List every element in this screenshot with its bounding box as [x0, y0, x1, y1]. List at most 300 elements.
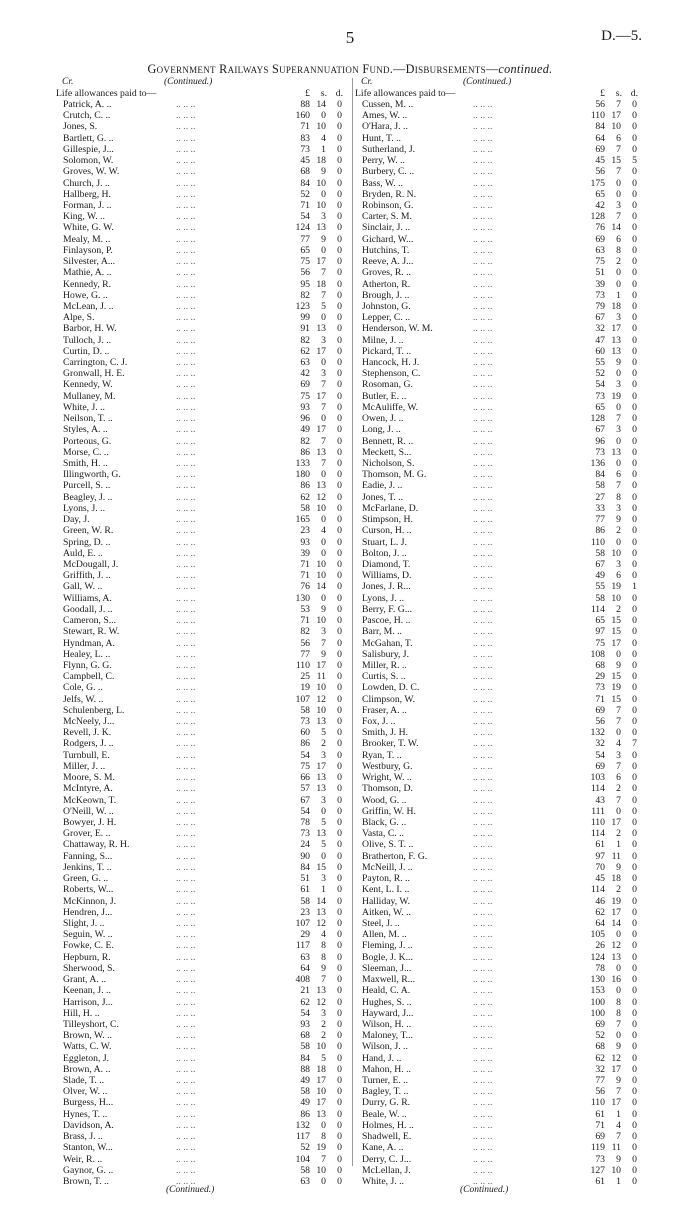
pence-value: 0 — [632, 1142, 637, 1154]
pence-value: 0 — [337, 267, 342, 279]
dot-leader: .. .. .. — [176, 996, 196, 1008]
pounds-value: 54 — [300, 1007, 310, 1019]
pensioner-name: McFarlane, D. — [362, 502, 419, 514]
table-row — [56, 907, 350, 918]
pensioner-name: Crutch, C. .. — [63, 110, 111, 122]
table-row — [56, 716, 350, 727]
pensioner-name: Hynes, T. .. — [63, 1108, 108, 1120]
pence-value: 0 — [632, 592, 637, 604]
shillings-value: 2 — [616, 783, 621, 795]
pounds-value: 114 — [590, 884, 605, 896]
pensioner-name: Shadwell, E. — [362, 1131, 412, 1143]
shillings-value: 7 — [321, 379, 326, 391]
dot-leader: .. .. .. — [176, 143, 196, 155]
pounds-value: 75 — [300, 760, 310, 772]
table-row — [56, 974, 350, 985]
dot-leader: .. .. .. — [473, 682, 493, 694]
pounds-value: 77 — [595, 514, 605, 526]
pensioner-name: Flynn, G. G. — [63, 659, 112, 671]
pounds-value: 63 — [300, 951, 310, 963]
pounds-value: 42 — [595, 199, 605, 211]
pensioner-name: Green, G. .. — [63, 873, 109, 885]
dot-leader: .. .. .. — [473, 581, 493, 593]
pounds-value: 58 — [300, 1164, 310, 1176]
pence-value: 0 — [337, 805, 342, 817]
pence-value: 0 — [337, 110, 342, 122]
dot-leader: .. .. .. — [176, 334, 196, 346]
table-row — [56, 222, 350, 233]
pence-value: 0 — [632, 974, 637, 986]
table-row — [355, 312, 647, 323]
pence-value: 0 — [632, 716, 637, 728]
dot-leader: .. .. .. — [176, 368, 196, 380]
pensioner-name: Stephenson, C. — [362, 368, 421, 380]
pensioner-name: Mathie, A. .. — [63, 267, 112, 279]
pensioner-name: Aitken, W. .. — [362, 906, 411, 918]
dot-leader: .. .. .. — [473, 267, 493, 279]
pounds-value: 68 — [300, 166, 310, 178]
pensioner-name: Sinclair, J. .. — [362, 222, 411, 234]
shillings-value: 3 — [616, 199, 621, 211]
table-row — [355, 1109, 647, 1120]
pensioner-name: Berry, F. G... — [362, 603, 412, 615]
pounds-value: 114 — [590, 783, 605, 795]
pensioner-name: Brown, A. .. — [63, 1063, 111, 1075]
table-row — [56, 368, 350, 379]
dot-leader: .. .. .. — [176, 648, 196, 660]
shillings-value: 11 — [316, 671, 326, 683]
pensioner-name: Brown, T. .. — [63, 1176, 109, 1187]
table-row — [56, 1086, 350, 1097]
shillings-value: 18 — [316, 278, 326, 290]
pence-value: 0 — [337, 166, 342, 178]
pounds-value: 78 — [595, 962, 605, 974]
shillings-value: 0 — [616, 401, 621, 413]
table-row — [56, 1154, 350, 1165]
pensioner-name: Miller, R. .. — [362, 659, 407, 671]
table-row — [355, 279, 647, 290]
dot-leader: .. .. .. — [473, 480, 493, 492]
pensioner-name: Westbury, G. — [362, 760, 413, 772]
pensioner-name: Eadie, J. .. — [362, 480, 403, 492]
pence-value: 0 — [632, 671, 637, 683]
pounds-value: 58 — [595, 547, 605, 559]
pounds-value: 86 — [595, 525, 605, 537]
pence-value: 0 — [632, 1075, 637, 1087]
pence-value: 0 — [337, 985, 342, 997]
dot-leader: .. .. .. — [473, 514, 493, 526]
shillings-value: 4 — [321, 132, 326, 144]
pounds-value: 29 — [595, 671, 605, 683]
pence-value: 0 — [337, 536, 342, 548]
table-row — [56, 615, 350, 626]
table-row — [56, 256, 350, 267]
pounds-value: 26 — [595, 940, 605, 952]
table-row — [355, 436, 647, 447]
shillings-value: 0 — [321, 188, 326, 200]
shillings-value: 0 — [616, 188, 621, 200]
shillings-value: 9 — [321, 648, 326, 660]
dot-leader: .. .. .. — [176, 1007, 196, 1019]
pounds-value: 45 — [595, 155, 605, 167]
shillings-value: 9 — [616, 1075, 621, 1087]
pensioner-name: Sleeman, J... — [362, 962, 412, 974]
table-row — [355, 469, 647, 480]
pounds-value: 51 — [595, 267, 605, 279]
table-row — [355, 245, 647, 256]
pence-unit: d. — [630, 88, 638, 99]
pence-value: 0 — [337, 570, 342, 582]
dot-leader: .. .. .. — [473, 199, 493, 211]
pence-value: 0 — [632, 884, 637, 896]
shillings-value: 12 — [316, 693, 326, 705]
pounds-value: 73 — [300, 143, 310, 155]
pence-value: 0 — [337, 783, 342, 795]
dot-leader: .. .. .. — [176, 110, 196, 122]
dot-leader: .. .. .. — [176, 929, 196, 941]
shillings-value: 9 — [616, 514, 621, 526]
shillings-value: 7 — [321, 974, 326, 986]
table-row — [355, 379, 647, 390]
table-row — [56, 1097, 350, 1108]
table-row — [56, 424, 350, 435]
shillings-value: 0 — [321, 357, 326, 369]
pensioner-name: Hepburn, R. — [63, 951, 111, 963]
table-row — [56, 413, 350, 424]
table-row — [355, 1165, 647, 1176]
table-row — [355, 806, 647, 817]
pence-value: 0 — [337, 637, 342, 649]
pensioner-name: Jones, T. .. — [362, 491, 404, 503]
dot-leader: .. .. .. — [176, 256, 196, 268]
pence-value: 0 — [632, 940, 637, 952]
pence-value: 0 — [337, 581, 342, 593]
shillings-value: 12 — [316, 491, 326, 503]
dot-leader: .. .. .. — [176, 603, 196, 615]
table-row — [355, 121, 647, 132]
pensioner-name: Stimpson, H. — [362, 514, 413, 526]
shillings-value: 0 — [321, 469, 326, 481]
pensioner-name: Gall, W. .. — [63, 581, 103, 593]
dot-leader: .. .. .. — [473, 917, 493, 929]
shillings-value: 5 — [321, 1052, 326, 1064]
column-divider — [352, 78, 353, 1166]
pounds-value: 71 — [595, 693, 605, 705]
table-row — [56, 626, 350, 637]
pensioner-name: Weir, R. .. — [63, 1153, 103, 1165]
dot-leader: .. .. .. — [473, 1153, 493, 1165]
dot-leader: .. .. .. — [176, 312, 196, 324]
table-row — [355, 581, 647, 592]
pence-value: 0 — [337, 1142, 342, 1154]
pensioner-name: Hayward, J... — [362, 1007, 414, 1019]
shillings-value: 2 — [616, 884, 621, 896]
title-main: Government Railways Superannuation Fund.—Disbursements— — [147, 62, 499, 76]
shillings-value: 7 — [616, 99, 621, 110]
pensioner-name: McGahan, T. — [362, 637, 413, 649]
pence-value: 0 — [337, 861, 342, 873]
pensioner-name: Mahon, H. .. — [362, 1063, 411, 1075]
dot-leader: .. .. .. — [176, 828, 196, 840]
pounds-value: 69 — [595, 704, 605, 716]
pensioner-name: Derry, C. J... — [362, 1153, 412, 1165]
table-row — [56, 997, 350, 1008]
shillings-value: 8 — [321, 940, 326, 952]
shillings-value: 7 — [616, 211, 621, 223]
pensioner-name: Griffith, J. .. — [63, 570, 111, 582]
pounds-value: 52 — [300, 188, 310, 200]
dot-leader: .. .. .. — [473, 458, 493, 469]
pounds-value: 69 — [595, 143, 605, 155]
shillings-value: 10 — [316, 177, 326, 189]
shillings-value: 0 — [321, 244, 326, 256]
pensioner-name: Steel, J. .. — [362, 917, 400, 929]
dot-leader: .. .. .. — [473, 446, 493, 458]
pounds-value: 153 — [590, 985, 605, 997]
dot-leader: .. .. .. — [473, 1176, 493, 1187]
pensioner-name: Heald, C. A. — [362, 985, 411, 997]
pounds-value: 56 — [300, 637, 310, 649]
pence-value: 0 — [337, 1063, 342, 1075]
pence-value: 0 — [632, 1131, 637, 1143]
shillings-value: 0 — [321, 110, 326, 122]
pence-value: 0 — [337, 749, 342, 761]
table-row — [56, 166, 350, 177]
life-allowances-label: Life allowances paid to— — [355, 88, 456, 99]
pounds-value: 68 — [300, 1030, 310, 1042]
dot-leader: .. .. .. — [473, 435, 493, 447]
table-row — [56, 694, 350, 705]
pensioner-name: Davidson, A. — [63, 1119, 114, 1131]
table-row — [56, 267, 350, 278]
pensioner-name: Barbor, H. W. — [63, 323, 117, 335]
dot-leader: .. .. .. — [473, 873, 493, 885]
table-row — [56, 896, 350, 907]
table-row — [56, 817, 350, 828]
dot-leader: .. .. .. — [473, 1142, 493, 1154]
dot-leader: .. .. .. — [473, 536, 493, 548]
dot-leader: .. .. .. — [176, 1018, 196, 1030]
shillings-value: 17 — [611, 323, 621, 335]
pounds-value: 63 — [595, 244, 605, 256]
table-row — [355, 480, 647, 491]
pensioner-name: Cussen, M. .. — [362, 99, 414, 110]
pounds-value: 42 — [300, 368, 310, 380]
pence-value: 0 — [632, 603, 637, 615]
shillings-value: 13 — [316, 985, 326, 997]
table-row — [355, 604, 647, 615]
dot-leader: .. .. .. — [473, 906, 493, 918]
pensioner-name: O'Hara, J. .. — [362, 121, 408, 133]
dot-leader: .. .. .. — [176, 772, 196, 784]
pensioner-name: Griffin, W. H. — [362, 805, 416, 817]
pensioner-name: Porteous, G. — [63, 435, 112, 447]
pence-value: 0 — [632, 99, 637, 110]
dot-leader: .. .. .. — [473, 985, 493, 997]
shillings-value: 17 — [611, 1063, 621, 1075]
table-row — [355, 548, 647, 559]
pensioner-name: Stanton, W... — [63, 1142, 113, 1154]
pence-value: 0 — [337, 828, 342, 840]
dot-leader: .. .. .. — [176, 592, 196, 604]
pensioner-name: Beagley, J. .. — [63, 491, 113, 503]
shillings-value: 10 — [316, 121, 326, 133]
shillings-value: 7 — [616, 794, 621, 806]
dot-leader: .. .. .. — [473, 424, 493, 436]
table-row — [355, 896, 647, 907]
pence-value: 0 — [337, 199, 342, 211]
pounds-value: 84 — [595, 121, 605, 133]
dot-leader: .. .. .. — [473, 951, 493, 963]
shillings-value: 2 — [616, 828, 621, 840]
table-row — [355, 1041, 647, 1052]
pounds-value: 82 — [300, 626, 310, 638]
shillings-value: 6 — [616, 772, 621, 784]
shillings-value: 17 — [611, 637, 621, 649]
pounds-value: 67 — [595, 312, 605, 324]
shillings-value: 0 — [616, 929, 621, 941]
left-allowance-list — [56, 99, 350, 1187]
table-row — [355, 447, 647, 458]
pounds-value: 100 — [590, 1007, 605, 1019]
pounds-value: 64 — [300, 962, 310, 974]
dot-leader: .. .. .. — [176, 278, 196, 290]
dot-leader: .. .. .. — [473, 502, 493, 514]
table-row — [56, 1109, 350, 1120]
pounds-value: 71 — [595, 1119, 605, 1131]
pounds-value: 119 — [590, 1142, 605, 1154]
cr-label: Cr. — [361, 77, 373, 87]
pence-value: 0 — [632, 424, 637, 436]
table-row — [56, 469, 350, 480]
table-row — [56, 862, 350, 873]
dot-leader: .. .. .. — [176, 211, 196, 223]
pence-value: 0 — [337, 659, 342, 671]
dot-leader: .. .. .. — [473, 233, 493, 245]
pounds-value: 96 — [300, 413, 310, 425]
pensioner-name: Hendren, J... — [63, 906, 113, 918]
pensioner-name: Morse, C. .. — [63, 446, 109, 458]
dot-leader: .. .. .. — [473, 334, 493, 346]
pence-value: 0 — [337, 772, 342, 784]
pounds-value: 58 — [300, 1086, 310, 1098]
dot-leader: .. .. .. — [473, 996, 493, 1008]
pensioner-name: Jones, J. R... — [362, 581, 411, 593]
shillings-value: 7 — [616, 1131, 621, 1143]
table-row — [56, 514, 350, 525]
pounds-value: 110 — [295, 659, 310, 671]
pensioner-name: Bolton, J. .. — [362, 547, 407, 559]
pence-value: 0 — [632, 1041, 637, 1053]
shillings-value: 5 — [321, 300, 326, 312]
table-row — [56, 727, 350, 738]
table-row — [355, 189, 647, 200]
pounds-value: 56 — [300, 267, 310, 279]
pounds-value: 62 — [595, 1052, 605, 1064]
shillings-value: 14 — [611, 917, 621, 929]
shillings-value: 13 — [611, 345, 621, 357]
table-row — [355, 1053, 647, 1064]
pounds-value: 56 — [595, 1086, 605, 1098]
dot-leader: .. .. .. — [176, 974, 196, 986]
pensioner-name: Bowyer, J. H. — [63, 817, 117, 828]
pounds-value: 33 — [595, 502, 605, 514]
pence-value: 0 — [337, 469, 342, 481]
shillings-value: 15 — [611, 626, 621, 638]
pence-value: 0 — [632, 379, 637, 391]
shillings-value: 17 — [611, 906, 621, 918]
right-column-subheader — [355, 88, 647, 99]
pensioner-name: Day, J. — [63, 514, 90, 526]
dot-leader: .. .. .. — [473, 884, 493, 896]
pence-value: 0 — [632, 514, 637, 526]
table-row — [56, 200, 350, 211]
table-row — [355, 851, 647, 862]
shillings-value: 0 — [321, 547, 326, 559]
dot-leader: .. .. .. — [176, 502, 196, 514]
pounds-value: 73 — [595, 1153, 605, 1165]
dot-leader: .. .. .. — [473, 300, 493, 312]
shillings-value: 5 — [321, 817, 326, 828]
pence-value: 0 — [632, 929, 637, 941]
table-row — [56, 738, 350, 749]
table-row — [355, 593, 647, 604]
table-row — [355, 918, 647, 929]
dot-leader: .. .. .. — [473, 413, 493, 425]
table-row — [56, 144, 350, 155]
pence-value: 0 — [337, 962, 342, 974]
pensioner-name: Groves, R. .. — [362, 267, 411, 279]
shillings-value: 0 — [321, 312, 326, 324]
life-allowances-label: Life allowances paid to— — [56, 88, 157, 99]
pounds-value: 62 — [300, 345, 310, 357]
shillings-value: 1 — [321, 143, 326, 155]
shillings-value: 6 — [616, 570, 621, 582]
pensioner-name: Rodgers, J. .. — [63, 738, 114, 750]
dot-leader: .. .. .. — [473, 817, 493, 828]
pounds-value: 71 — [300, 570, 310, 582]
table-row — [355, 839, 647, 850]
table-row — [355, 178, 647, 189]
shillings-value: 7 — [616, 143, 621, 155]
pounds-value: 58 — [595, 480, 605, 492]
pounds-value: 58 — [300, 1041, 310, 1053]
pounds-value: 24 — [300, 839, 310, 851]
pence-value: 0 — [632, 570, 637, 582]
pence-value: 0 — [632, 1153, 637, 1165]
pensioner-name: Howe, G. .. — [63, 289, 108, 301]
table-row — [355, 559, 647, 570]
dot-leader: .. .. .. — [176, 1041, 196, 1053]
shillings-value: 5 — [321, 839, 326, 851]
shillings-value: 3 — [321, 368, 326, 380]
pensioner-name: Slight, J. .. — [63, 917, 105, 929]
shillings-value: 14 — [316, 99, 326, 110]
pensioner-name: Payton, R. .. — [362, 873, 410, 885]
pounds-value: 23 — [300, 906, 310, 918]
shillings-value: 7 — [616, 704, 621, 716]
table-row — [56, 379, 350, 390]
dot-leader: .. .. .. — [176, 435, 196, 447]
table-row — [355, 503, 647, 514]
table-row — [56, 570, 350, 581]
table-row — [355, 795, 647, 806]
table-row — [355, 862, 647, 873]
pensioner-name: Roberts, W... — [63, 884, 114, 896]
pence-value: 0 — [337, 413, 342, 425]
dot-leader: .. .. .. — [176, 424, 196, 436]
pensioner-name: Healey, L. .. — [63, 648, 111, 660]
